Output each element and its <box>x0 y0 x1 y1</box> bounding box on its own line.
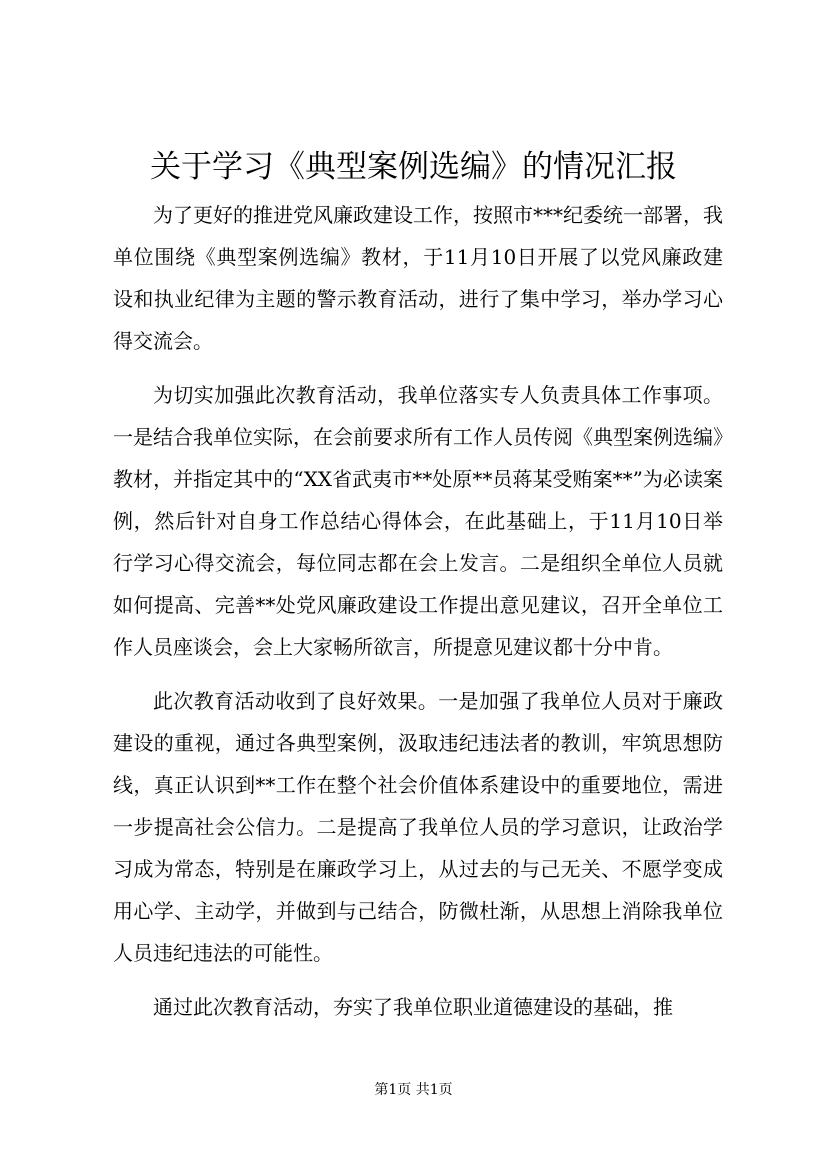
paragraph-1: 为了更好的推进党风廉政建设工作，按照市***纪委统一部署，我单位围绕《典型案例选编》教材，于11月10日开展了以党风廉政建设和执业纪律为主题的警示教育活动，进行了集中学习，举办学习心得交流会。 <box>113 203 723 353</box>
page-footer: 第1页 共1页 <box>374 1082 453 1098</box>
paragraph-2: 为切实加强此次教育活动，我单位落实专人负责具体工作事项。一是结合我单位实际，在会前要求所有工作人员传阅《典型案例选编》教材，并指定其中的“XX省武夷市**处原**员蒋某受贿案**”为必读案例，然后针对自身工作总结心得体会，在此基础上，于11月10日举行学习心得交流会，每位同志都在会上发言。二是组织全单位人员就如何提高、完善**处党风廉政建设工作提出意见建议，召开全单位工作人员座谈会，会上大家畅所欲言，所提意见建议都十分中肯。 <box>113 383 723 659</box>
paragraph-4: 通过此次教育活动，夯实了我单位职业道德建设的基础，推 <box>153 995 673 1019</box>
document-body <box>113 194 723 1028</box>
document-title: 关于学习《典型案例选编》的情况汇报 <box>150 149 677 185</box>
paragraph-3: 此次教育活动收到了良好效果。一是加强了我单位人员对于廉政建设的重视，通过各典型案例，汲取违纪违法者的教训，牢筑思想防线，真正认识到**工作在整个社会价值体系建设中的重要地位，需进一步提高社会公信力。二是提高了我单位人员的学习意识，让政治学习成为常态，特别是在廉政学习上，从过去的与己无关、不愿学变成用心学、主动学，并做到与己结合，防微杜渐，从思想上消除我单位人员违纪违法的可能性。 <box>113 689 723 965</box>
